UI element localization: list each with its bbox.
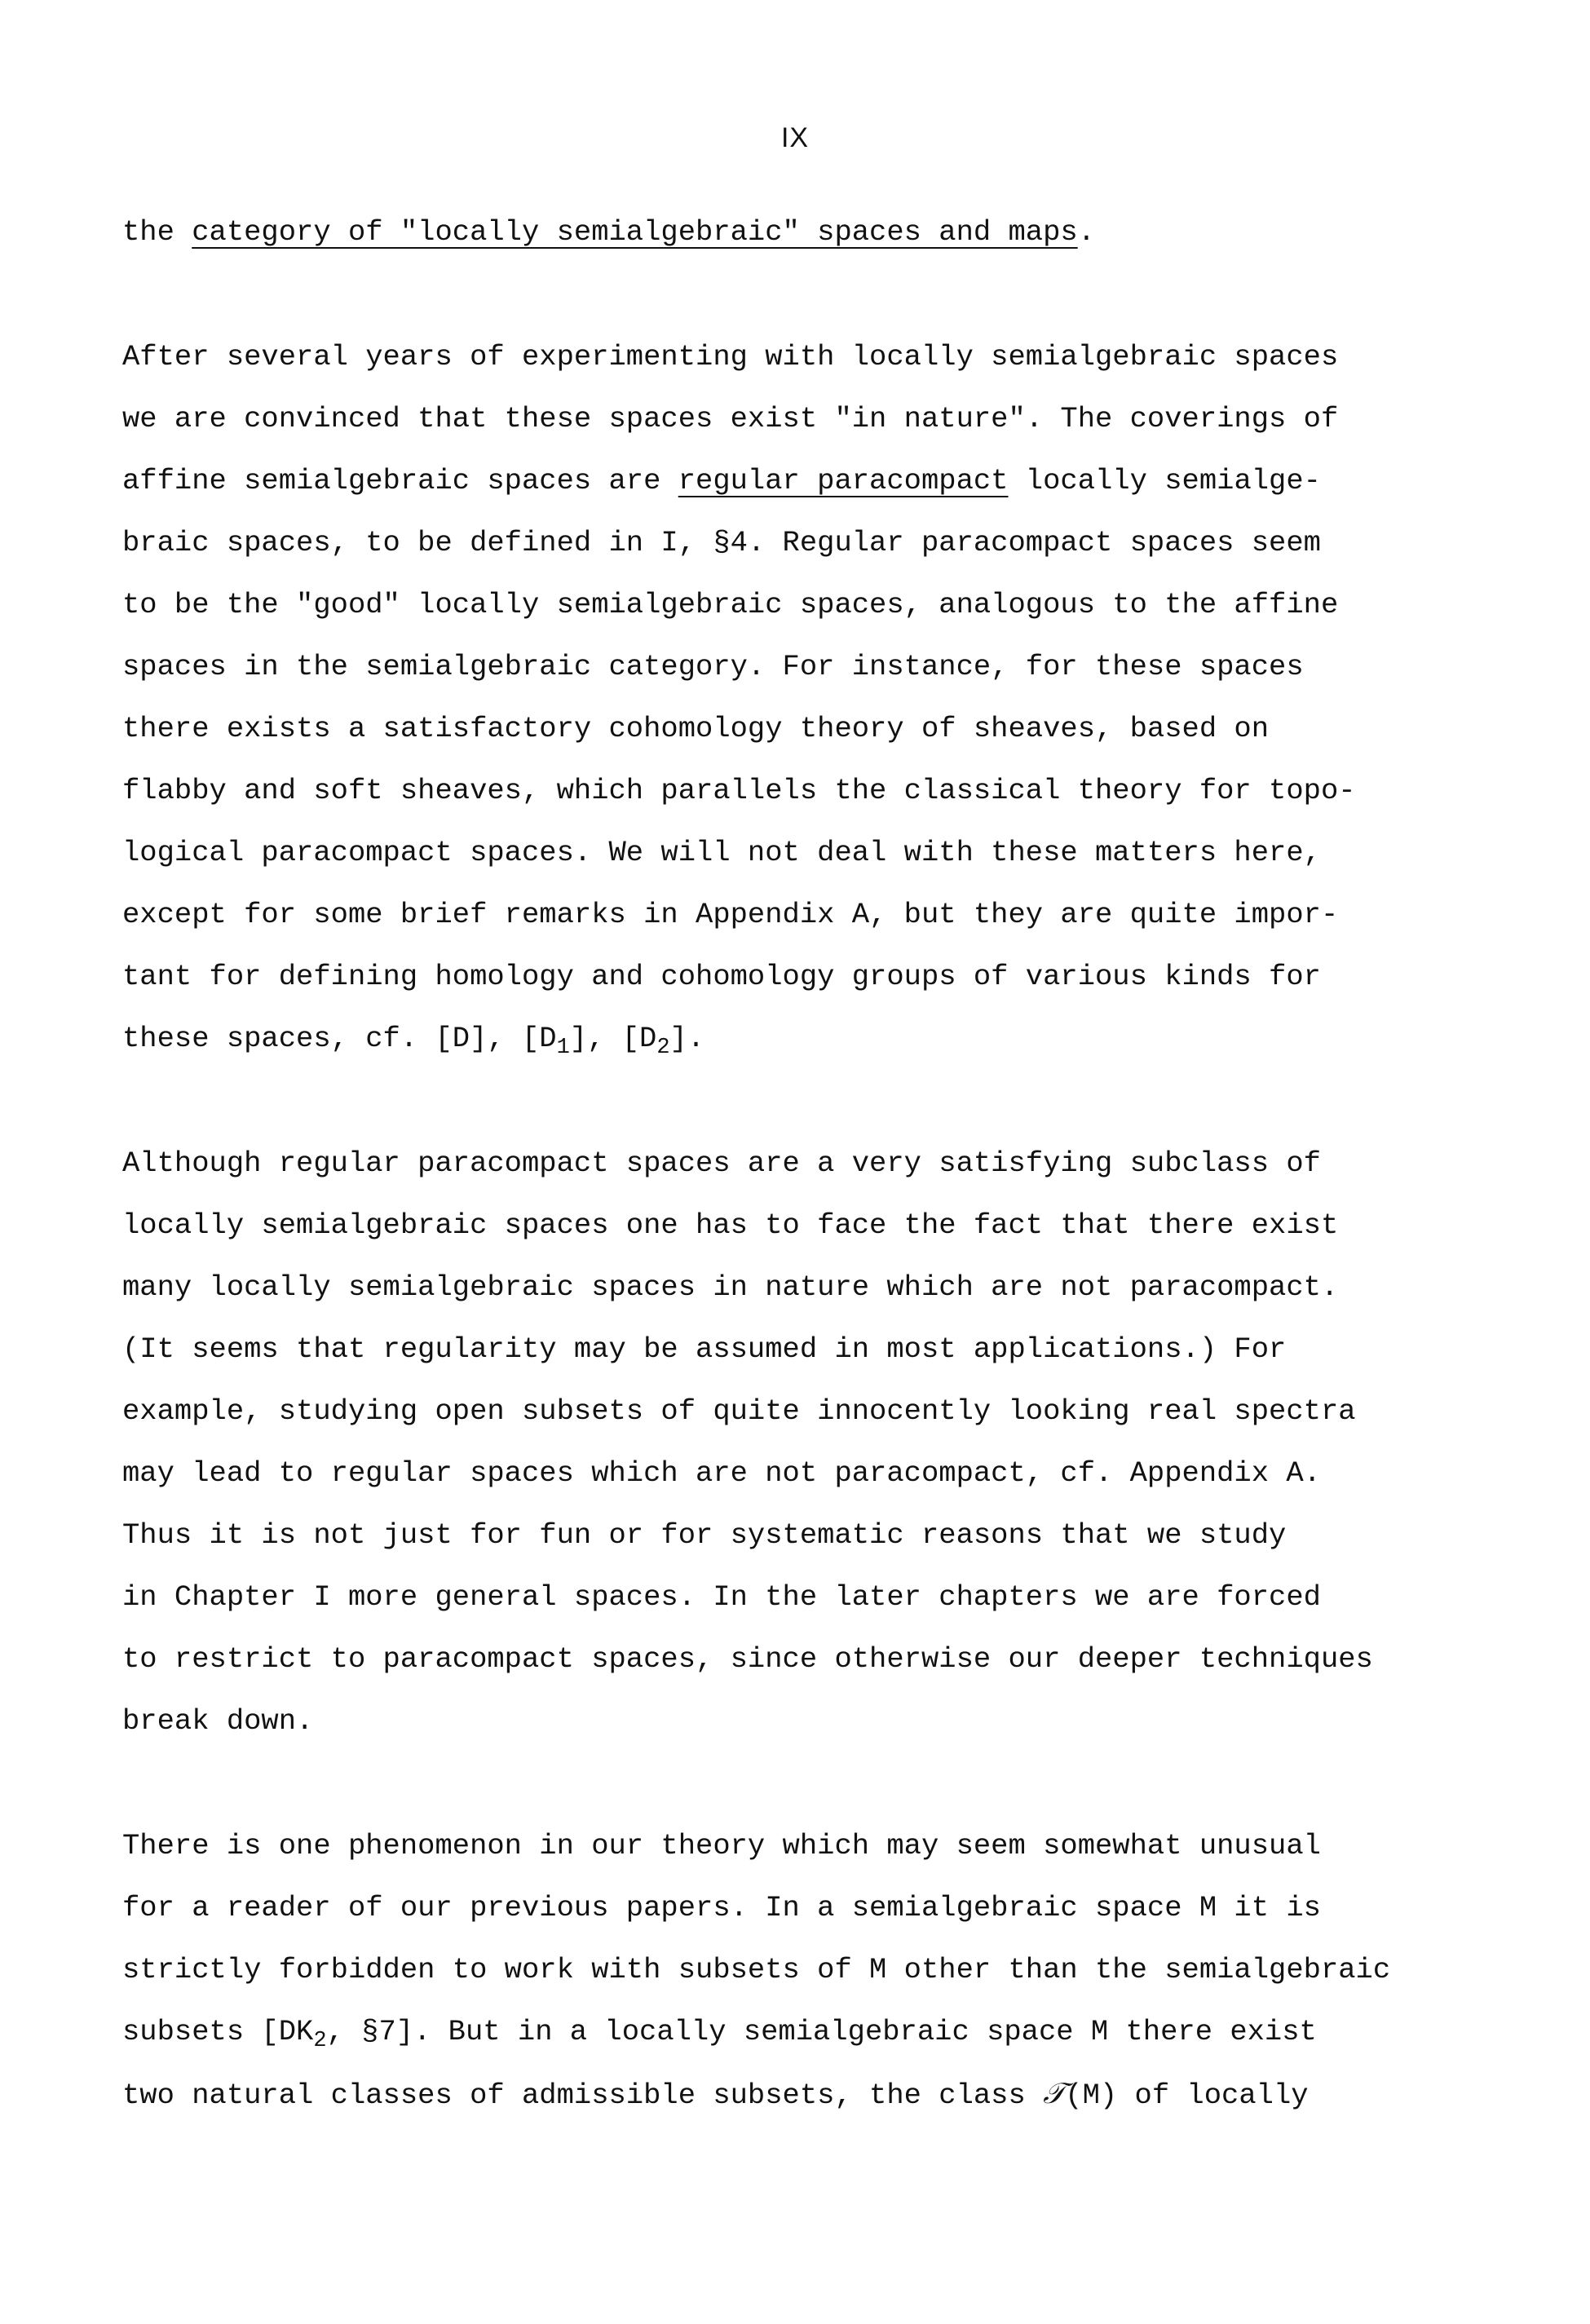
- text-line: After several years of experimenting with locally semialgebraic spaces: [122, 340, 1339, 373]
- text-line: flabby and soft sheaves, which parallels the classical theory for topo-: [122, 774, 1356, 807]
- text-line: strictly forbidden to work with subsets of M other than the semialgebraic: [122, 1953, 1391, 1986]
- text-line: break down.: [122, 1704, 314, 1738]
- text-line: affine semialgebraic spaces are regular paracompact locally semialge-: [122, 464, 1321, 497]
- text-line: to restrict to paracompact spaces, since otherwise our deeper techniques: [122, 1642, 1373, 1676]
- script-t-symbol: 𝒯: [1043, 2077, 1066, 2110]
- text-line: There is one phenomenon in our theory which may seem somewhat unusual: [122, 1829, 1321, 1862]
- text-line: except for some brief remarks in Appendix A, but they are quite impor-: [122, 898, 1339, 931]
- text-line: subsets [$DK_2$, §7]. But in a locally semialgebraic space M there exist: [122, 2015, 1317, 2053]
- text-line: Although regular paracompact spaces are a very satisfying subclass of: [122, 1147, 1321, 1180]
- text-line: in Chapter I more general spaces. In the later chapters we are forced: [122, 1580, 1321, 1614]
- underlined-phrase: regular paracompact: [678, 464, 1009, 497]
- page-number: IX: [780, 122, 810, 153]
- text-line: example, studying open subsets of quite innocently looking real spectra: [122, 1394, 1356, 1428]
- text-line: there exists a satisfactory cohomology theory of sheaves, based on: [122, 712, 1270, 745]
- text-line: spaces in the semialgebraic category. For instance, for these spaces: [122, 650, 1304, 683]
- text-line: these spaces, cf. [D], $[D_1]$, $[D_2]$.: [122, 1022, 705, 1060]
- text-line: locally semialgebraic spaces one has to face the fact that there exist: [122, 1208, 1339, 1242]
- text-line: logical paracompact spaces. We will not deal with these matters here,: [122, 836, 1321, 869]
- text-line: to be the "good" locally semialgebraic spaces, analogous to the affine: [122, 588, 1339, 621]
- text-line: the category of "locally semialgebraic" spaces and maps.: [122, 215, 1096, 249]
- underlined-phrase: category of "locally semialgebraic" spaces and maps: [192, 215, 1078, 249]
- text-line: may lead to regular spaces which are not paracompact, cf. Appendix A.: [122, 1456, 1321, 1490]
- text-line: (It seems that regularity may be assumed in most applications.) For: [122, 1332, 1287, 1366]
- text-line: many locally semialgebraic spaces in nature which are not paracompact.: [122, 1270, 1339, 1304]
- text-line: Thus it is not just for fun or for systematic reasons that we study: [122, 1518, 1287, 1552]
- text-line: we are convinced that these spaces exist "in nature". The coverings of: [122, 402, 1339, 435]
- text-line: for a reader of our previous papers. In a semialgebraic space M it is: [122, 1891, 1321, 1924]
- text-line: tant for defining homology and cohomology groups of various kinds for: [122, 960, 1321, 993]
- text-line: braic spaces, to be defined in I, §4. Regular paracompact spaces seem: [122, 526, 1321, 559]
- text-line: two natural classes of admissible subsets, the class 𝒯(M) of locally: [122, 2077, 1309, 2112]
